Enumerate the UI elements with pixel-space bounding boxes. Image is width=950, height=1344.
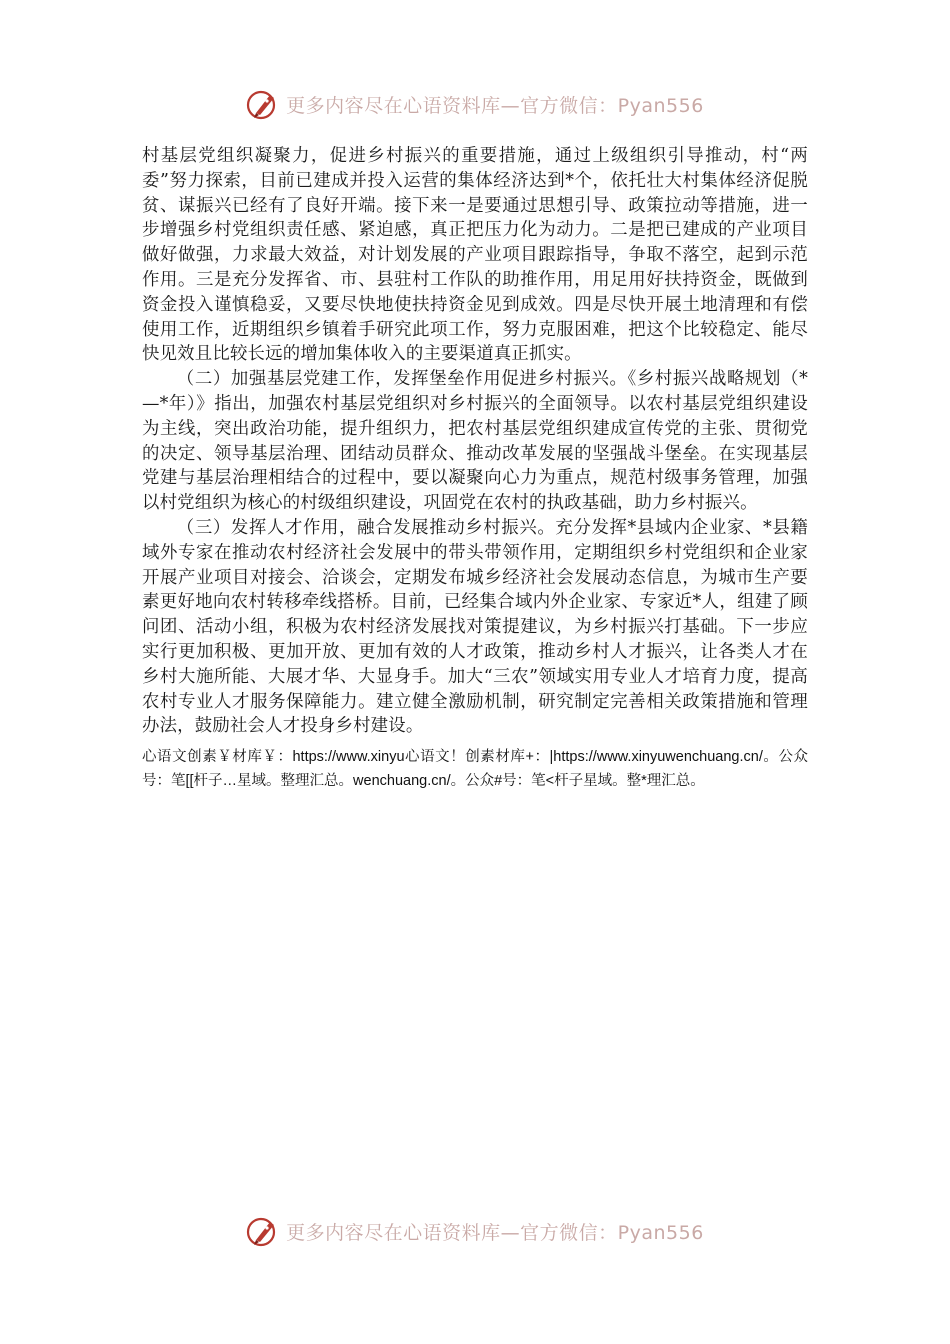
footer-banner-text: 更多内容尽在心语资料库—官方微信：Pyan556	[286, 1221, 704, 1244]
header-banner-text: 更多内容尽在心语资料库—官方微信：Pyan556	[286, 94, 704, 117]
body-paragraph-1: 村基层党组织凝聚力，促进乡村振兴的重要措施，通过上级组织引导推动，村“两委”努力探索，目前已建成并投入运营的集体经济达到*个，依托壮大村集体经济促脱贫、谋振兴已经有了良好开端。接下来一是要通过思想引导、政策拉动等措施，进一步增强乡村党组织责任感、紧迫感，真正把压力化为动力。二是把已建成的产业项目做好做强，力求最大效益，对计划发展的产业项目跟踪指导，争取不落空，起到示范作用。三是充分发挥省、市、县驻村工作队的助推作用，用足用好扶持资金，既做到资金投入谨慎稳妥，又要尽快地使扶持资金见到成效。四是尽快开展土地清理和有偿使用工作，近期组织乡镇着手研究此项工作，努力克服困难，把这个比较稳定、能尽快见效且比较长远的增加集体收入的主要渠道真正抓实。	[142, 146, 808, 365]
footer-banner	[0, 1211, 950, 1251]
pen-nib-logo-icon	[246, 87, 280, 121]
body-paragraph-2: （二）加强基层党建工作，发挥堡垒作用促进乡村振兴。《乡村振兴战略规划（*—*年）》指出，加强农村基层党组织对乡村振兴的全面领导。以农村基层党组织建设为主线，突出政治功能，提升组织力，把农村基层党组织建成宣传党的主张、贯彻党的决定、领导基层治理、团结动员群众、推动改革发展的坚强战斗堡垒。在实现基层党建与基层治理相结合的过程中，要以凝聚向心力为重点，规范村级事务管理，加强以村党组织为核心的村级组织建设，巩固党在农村的执政基础，助力乡村振兴。	[142, 369, 808, 514]
header-banner	[0, 84, 950, 124]
header-banner-inner	[246, 87, 704, 121]
pen-nib-logo-icon	[246, 1214, 280, 1248]
footer-banner-inner	[246, 1214, 704, 1248]
body-paragraph-3: （三）发挥人才作用，融合发展推动乡村振兴。充分发挥*县域内企业家、*县籍域外专家在推动农村经济社会发展中的带头带领作用，定期组织乡村党组织和企业家开展产业项目对接会、洽谈会，定期发布城乡经济社会发展动态信息，为城市生产要素更好地向农村转移牵线搭桥。目前，已经集合域内外企业家、专家近*人，组建了顾问团、活动小组，积极为农村经济发展找对策提建议，为乡村振兴打基础。下一步应实行更加积极、更加开放、更加有效的人才政策，推动乡村人才振兴，让各类人才在乡村大施所能、大展才华、大显身手。加大“三农”领域实用专业人才培育力度，提高农村专业人才服务保障能力。建立健全激励机制，研究制定完善相关政策措施和管理办法，鼓励社会人才投身乡村建设。	[142, 517, 808, 737]
source-note: 心语文创素￥材库￥：https://www.xinyu心语文！创素材库+：|https://www.xinyuwenchuang.cn/。公众号：笔[[杆子…星域。整理汇总。wenchuang.cn/。公众#号：笔<杆子星域。整*理汇总。	[142, 749, 808, 790]
document-body	[142, 144, 808, 793]
